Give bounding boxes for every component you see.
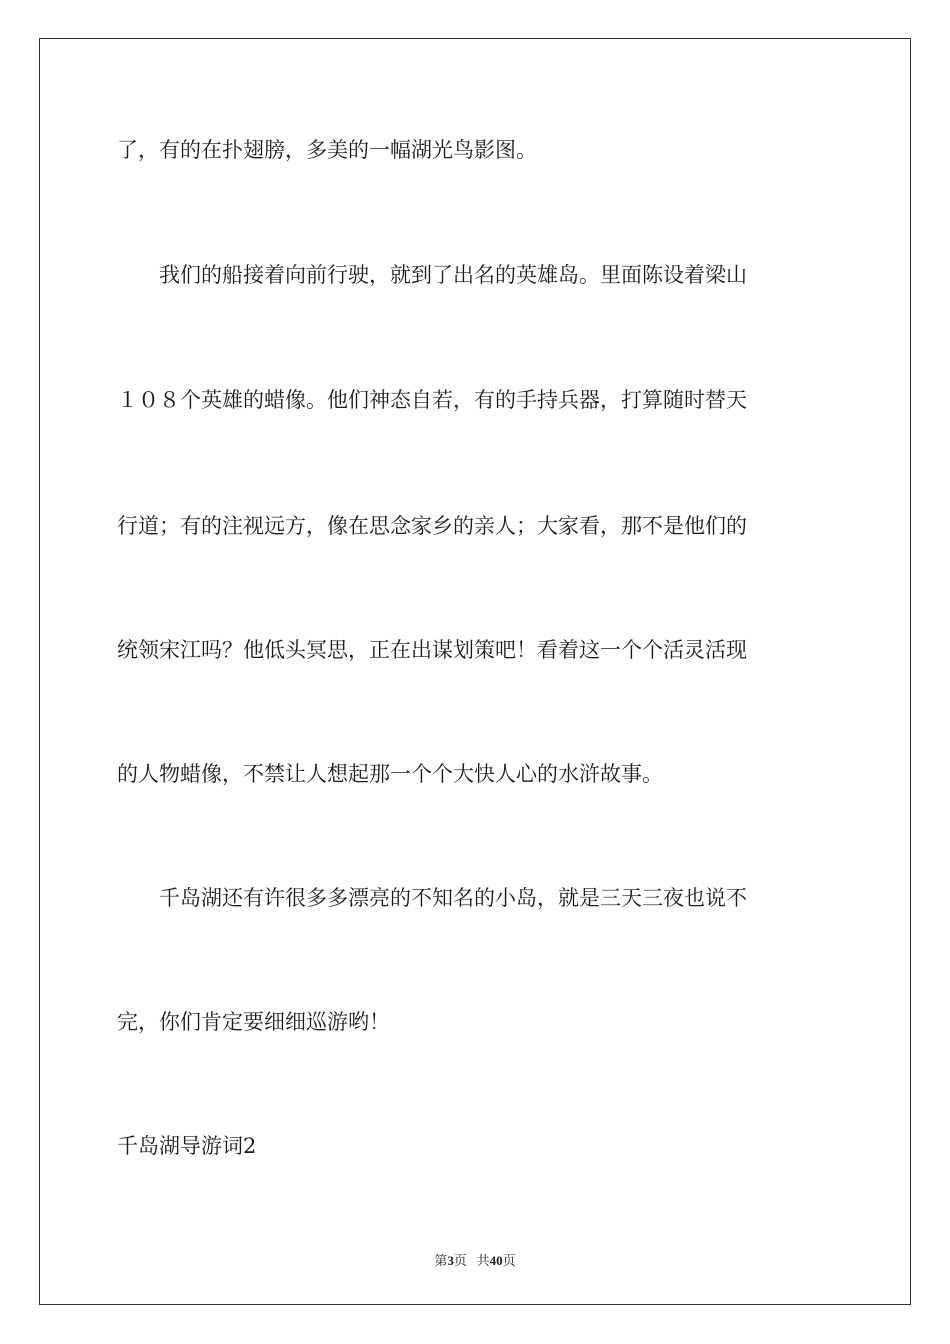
total-suffix: 页 [502,1253,516,1268]
page-prefix: 第 [434,1253,448,1268]
text-line-2: 我们的船接着向前行驶，就到了出名的英雄岛。里面陈设着梁山 [117,263,747,287]
page-footer [0,1250,950,1269]
text-line-5: 统领宋江吗？他低头冥思，正在出谋划策吧！看着这一个个活灵活现 [117,638,747,662]
page-frame [39,38,911,1305]
text-line-7: 千岛湖还有许很多多漂亮的不知名的小岛，就是三天三夜也说不 [117,886,747,910]
total-pages: 40 [489,1253,503,1268]
text-line-4: 行道；有的注视远方，像在思念家乡的亲人；大家看，那不是他们的 [117,514,747,538]
text-line-3: １０８个英雄的蜡像。他们神态自若，有的手持兵器，打算随时替天 [117,388,747,412]
text-line-6: 的人物蜡像，不禁让人想起那一个个大快人心的水浒故事。 [117,762,663,786]
total-prefix: 共 [476,1253,490,1268]
section-heading: 千岛湖导游词2 [117,1134,257,1158]
text-line-8: 完，你们肯定要细细巡游哟！ [117,1010,390,1034]
page-suffix: 页 [453,1253,467,1268]
text-line-1: 了，有的在扑翅膀，多美的一幅湖光鸟影图。 [117,138,537,162]
page-number: 3 [447,1253,454,1268]
